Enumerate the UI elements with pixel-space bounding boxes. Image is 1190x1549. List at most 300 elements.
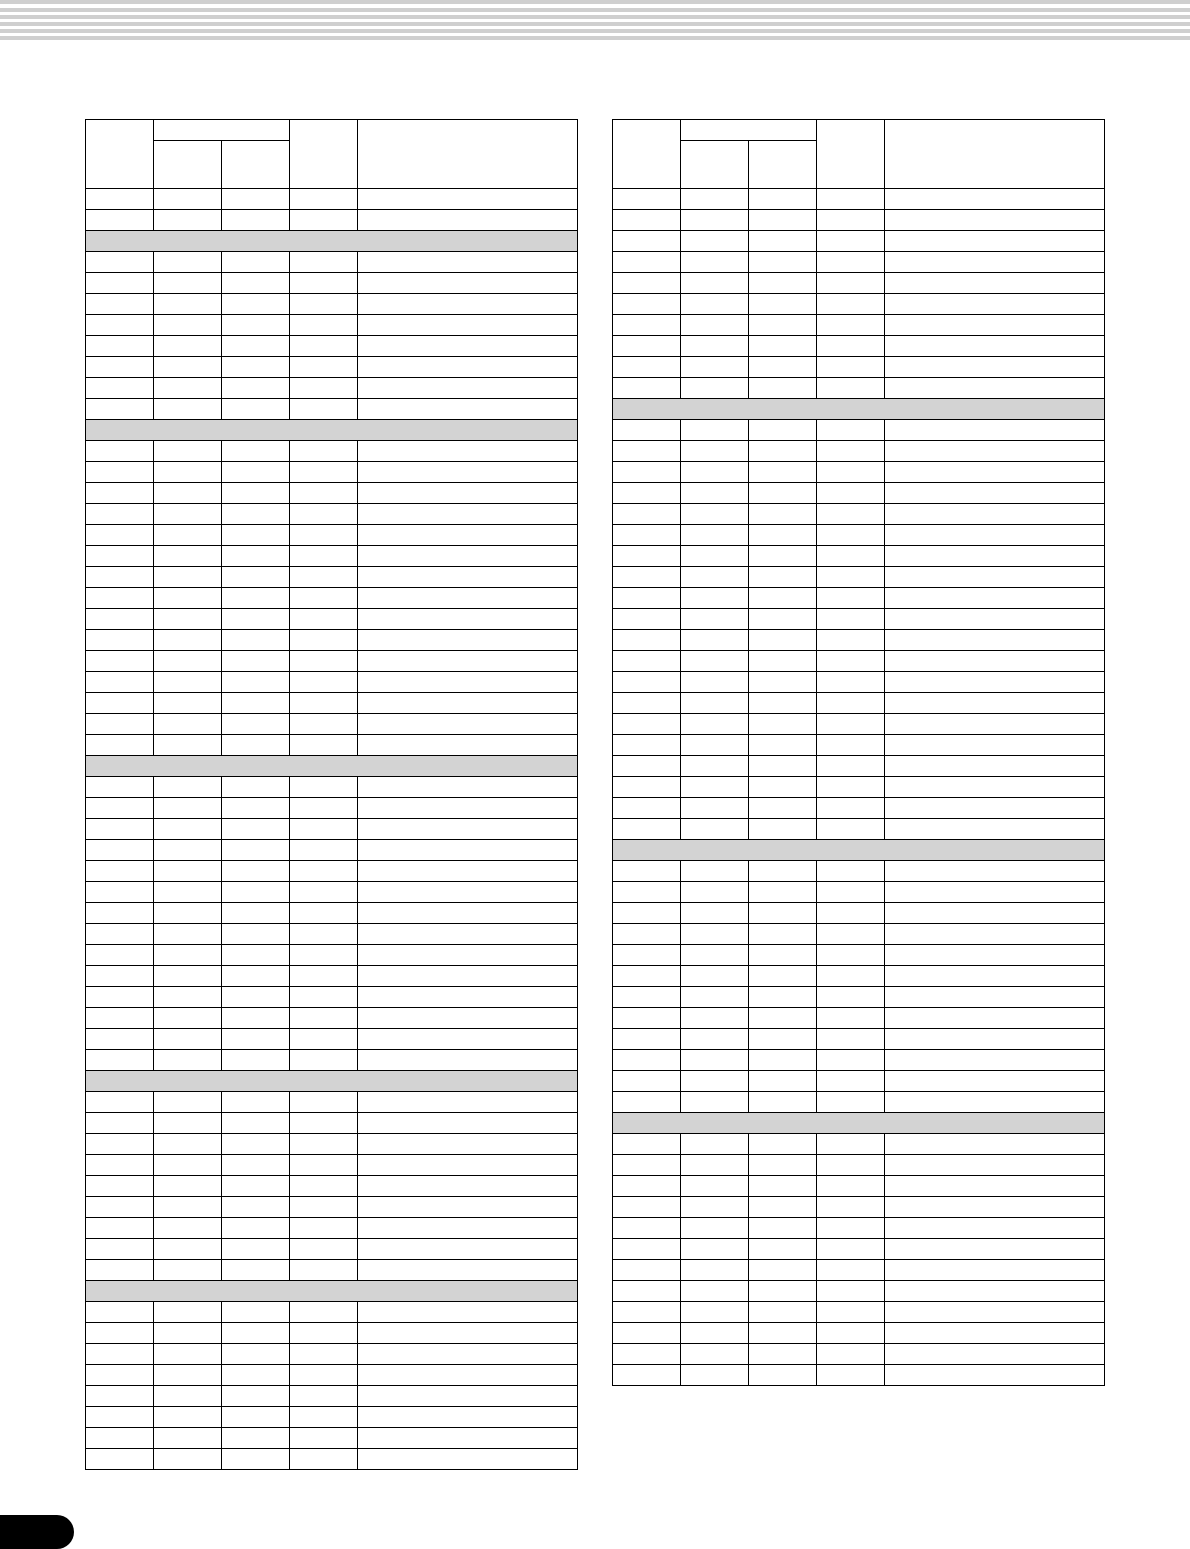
table-cell <box>290 294 358 315</box>
table-cell <box>749 378 817 399</box>
table-cell <box>290 1323 358 1344</box>
table-cell <box>817 882 885 903</box>
table-cell <box>749 609 817 630</box>
table-row <box>613 672 1105 693</box>
table-cell <box>613 1344 681 1365</box>
table-cell <box>817 1323 885 1344</box>
table-cell <box>222 357 290 378</box>
table-cell <box>613 966 681 987</box>
table-cell <box>86 567 154 588</box>
table-cell <box>749 1134 817 1155</box>
table-cell <box>86 1260 154 1281</box>
table-cell <box>222 1050 290 1071</box>
table-cell <box>817 735 885 756</box>
table-cell <box>681 1092 749 1113</box>
table-row <box>86 651 578 672</box>
table-cell <box>749 231 817 252</box>
table-cell <box>222 987 290 1008</box>
table-cell <box>358 1029 578 1050</box>
table-cell <box>290 1134 358 1155</box>
table-row <box>613 420 1105 441</box>
table-header-row <box>86 120 578 141</box>
table-cell <box>885 861 1105 882</box>
table-cell <box>222 567 290 588</box>
table-cell <box>154 441 222 462</box>
table-cell <box>86 294 154 315</box>
table-cell <box>154 840 222 861</box>
table-cell <box>222 504 290 525</box>
table-cell <box>290 798 358 819</box>
column-header <box>154 120 290 141</box>
table-cell <box>817 567 885 588</box>
table-row <box>86 546 578 567</box>
table-cell <box>358 1302 578 1323</box>
table-row <box>613 1344 1105 1365</box>
table-cell <box>290 525 358 546</box>
table-cell <box>817 336 885 357</box>
table-cell <box>885 1218 1105 1239</box>
table-row <box>613 1176 1105 1197</box>
table-row <box>86 1239 578 1260</box>
table-cell <box>154 1239 222 1260</box>
table-cell <box>817 1155 885 1176</box>
table-row <box>86 777 578 798</box>
table-cell <box>222 1302 290 1323</box>
table-cell <box>154 336 222 357</box>
table-cell <box>613 924 681 945</box>
table-row <box>86 294 578 315</box>
table-cell <box>885 1176 1105 1197</box>
table-cell <box>681 945 749 966</box>
column-header <box>885 120 1105 189</box>
table-cell <box>817 903 885 924</box>
table-cell <box>154 462 222 483</box>
table-row <box>613 987 1105 1008</box>
table-row <box>613 735 1105 756</box>
table-cell <box>222 336 290 357</box>
table-cell <box>681 588 749 609</box>
table-cell <box>86 441 154 462</box>
table-cell <box>885 1302 1105 1323</box>
table-cell <box>290 903 358 924</box>
table-cell <box>290 777 358 798</box>
table-cell <box>86 609 154 630</box>
table-row <box>613 231 1105 252</box>
table-cell <box>613 735 681 756</box>
table-cell <box>817 1260 885 1281</box>
table-cell <box>290 378 358 399</box>
table-cell <box>885 1365 1105 1386</box>
group-band <box>613 840 1105 861</box>
table-row <box>86 567 578 588</box>
table-cell <box>290 1365 358 1386</box>
table-cell <box>613 357 681 378</box>
table-row <box>613 378 1105 399</box>
table-cell <box>749 882 817 903</box>
table-cell <box>749 189 817 210</box>
table-cell <box>613 273 681 294</box>
table-cell <box>290 819 358 840</box>
table-cell <box>681 1281 749 1302</box>
table-cell <box>681 609 749 630</box>
table-cell <box>290 693 358 714</box>
table-cell <box>86 1428 154 1449</box>
table-cell <box>86 252 154 273</box>
table-cell <box>86 483 154 504</box>
table-cell <box>749 735 817 756</box>
table-cell <box>86 1323 154 1344</box>
table-row <box>86 504 578 525</box>
table-cell <box>817 483 885 504</box>
table-cell <box>613 819 681 840</box>
table-cell <box>613 1092 681 1113</box>
table-cell <box>885 798 1105 819</box>
table-cell <box>817 987 885 1008</box>
table-row <box>86 903 578 924</box>
table-cell <box>817 231 885 252</box>
table-cell <box>222 966 290 987</box>
column-header <box>86 120 154 189</box>
table-cell <box>613 1155 681 1176</box>
table-cell <box>86 924 154 945</box>
table-cell <box>86 882 154 903</box>
header-stripe <box>0 15 1190 19</box>
table-cell <box>222 672 290 693</box>
table-cell <box>154 1134 222 1155</box>
table-row <box>86 924 578 945</box>
table-row <box>613 441 1105 462</box>
table-row <box>86 357 578 378</box>
table-cell <box>222 252 290 273</box>
table-cell <box>681 714 749 735</box>
table-cell <box>613 1365 681 1386</box>
table-cell <box>154 1218 222 1239</box>
table-cell <box>885 1134 1105 1155</box>
table-cell <box>86 1197 154 1218</box>
table-cell <box>290 252 358 273</box>
table-cell <box>154 945 222 966</box>
table-row <box>613 504 1105 525</box>
table-cell <box>154 273 222 294</box>
table-row <box>613 1281 1105 1302</box>
table-cell <box>86 798 154 819</box>
table-cell <box>86 273 154 294</box>
table-cell <box>290 861 358 882</box>
table-cell <box>154 861 222 882</box>
table-cell <box>222 1218 290 1239</box>
table-cell <box>290 483 358 504</box>
table-cell <box>681 903 749 924</box>
table-row <box>613 966 1105 987</box>
table-cell <box>154 1302 222 1323</box>
table-row <box>613 294 1105 315</box>
table-row <box>86 693 578 714</box>
table-cell <box>885 504 1105 525</box>
table-cell <box>222 399 290 420</box>
table-cell <box>222 546 290 567</box>
table-cell <box>885 1029 1105 1050</box>
table-cell <box>222 189 290 210</box>
table-cell <box>613 252 681 273</box>
table-row <box>86 189 578 210</box>
table-row <box>86 1113 578 1134</box>
table-row <box>86 1155 578 1176</box>
table-cell <box>86 1449 154 1470</box>
table-cell <box>358 1113 578 1134</box>
table-cell <box>817 798 885 819</box>
table-cell <box>154 903 222 924</box>
table-cell <box>86 1176 154 1197</box>
table-row <box>86 252 578 273</box>
table-row <box>86 735 578 756</box>
group-band <box>86 756 578 777</box>
table-row <box>613 189 1105 210</box>
table-cell <box>222 714 290 735</box>
table-cell <box>222 525 290 546</box>
table-cell <box>681 420 749 441</box>
table-cell <box>290 1386 358 1407</box>
table-cell <box>749 483 817 504</box>
table-cell <box>358 189 578 210</box>
table-cell <box>358 567 578 588</box>
table-cell <box>681 462 749 483</box>
table-cell <box>358 861 578 882</box>
table-cell <box>749 966 817 987</box>
table-row <box>613 1071 1105 1092</box>
table-cell <box>749 252 817 273</box>
table-cell <box>681 567 749 588</box>
group-band <box>86 1281 578 1302</box>
table-cell <box>681 693 749 714</box>
sub-column-header <box>222 141 290 189</box>
table-cell <box>290 966 358 987</box>
table-cell <box>749 903 817 924</box>
table-cell <box>749 693 817 714</box>
table-cell <box>749 588 817 609</box>
table-cell <box>885 1281 1105 1302</box>
table-cell <box>681 756 749 777</box>
table-row <box>613 903 1105 924</box>
table-cell <box>154 1260 222 1281</box>
table-cell <box>154 714 222 735</box>
table-row <box>613 1365 1105 1386</box>
table-cell <box>613 483 681 504</box>
group-row <box>86 231 578 252</box>
sub-column-header <box>749 141 817 189</box>
table-cell <box>86 1050 154 1071</box>
table-row <box>613 651 1105 672</box>
table-row <box>613 693 1105 714</box>
table-cell <box>613 1071 681 1092</box>
table-cell <box>86 189 154 210</box>
table-cell <box>681 1050 749 1071</box>
table-cell <box>613 651 681 672</box>
table-row <box>86 1008 578 1029</box>
sub-column-header <box>154 141 222 189</box>
table-cell <box>358 210 578 231</box>
table-row <box>86 672 578 693</box>
table-cell <box>817 420 885 441</box>
table-cell <box>885 819 1105 840</box>
page-number-tab <box>0 1515 74 1549</box>
table-cell <box>613 546 681 567</box>
table-cell <box>86 504 154 525</box>
table-cell <box>749 441 817 462</box>
table-cell <box>681 630 749 651</box>
table-cell <box>885 966 1105 987</box>
group-band <box>86 420 578 441</box>
table-cell <box>290 987 358 1008</box>
table-cell <box>222 882 290 903</box>
table-cell <box>222 1386 290 1407</box>
table-cell <box>358 1407 578 1428</box>
table-cell <box>817 1050 885 1071</box>
table-cell <box>290 567 358 588</box>
table-cell <box>749 420 817 441</box>
table-cell <box>222 1239 290 1260</box>
table-cell <box>290 1092 358 1113</box>
table-cell <box>749 651 817 672</box>
group-band <box>613 399 1105 420</box>
table-cell <box>222 1260 290 1281</box>
table-cell <box>749 273 817 294</box>
table-cell <box>222 378 290 399</box>
table-cell <box>358 609 578 630</box>
table-cell <box>613 504 681 525</box>
table-row <box>613 483 1105 504</box>
table-cell <box>154 504 222 525</box>
table-cell <box>86 903 154 924</box>
table-cell <box>885 756 1105 777</box>
table-cell <box>749 504 817 525</box>
table-cell <box>358 1218 578 1239</box>
table-cell <box>86 1344 154 1365</box>
column-header <box>358 120 578 189</box>
table-cell <box>817 630 885 651</box>
table-cell <box>358 399 578 420</box>
table-cell <box>749 1344 817 1365</box>
table-cell <box>222 1428 290 1449</box>
table-cell <box>817 1218 885 1239</box>
table-cell <box>681 504 749 525</box>
table-cell <box>86 651 154 672</box>
table-cell <box>222 315 290 336</box>
table-cell <box>749 945 817 966</box>
table-cell <box>749 1008 817 1029</box>
table-row <box>86 882 578 903</box>
table-cell <box>817 966 885 987</box>
table-cell <box>86 693 154 714</box>
table-row <box>86 399 578 420</box>
table-row <box>86 1386 578 1407</box>
table-cell <box>86 714 154 735</box>
table-cell <box>749 987 817 1008</box>
table-cell <box>681 1323 749 1344</box>
table-cell <box>86 819 154 840</box>
table-cell <box>154 987 222 1008</box>
table-cell <box>749 819 817 840</box>
table-cell <box>290 882 358 903</box>
table-cell <box>358 924 578 945</box>
table-cell <box>681 819 749 840</box>
table-cell <box>154 315 222 336</box>
table-cell <box>86 210 154 231</box>
table-cell <box>358 1365 578 1386</box>
table-row <box>613 1302 1105 1323</box>
table-cell <box>681 336 749 357</box>
table-cell <box>749 1176 817 1197</box>
table-cell <box>358 1260 578 1281</box>
table-cell <box>358 1197 578 1218</box>
table-cell <box>885 546 1105 567</box>
table-row <box>86 987 578 1008</box>
table-cell <box>154 588 222 609</box>
table-row <box>613 357 1105 378</box>
table-cell <box>86 1029 154 1050</box>
table-cell <box>154 1197 222 1218</box>
table-cell <box>885 945 1105 966</box>
table-cell <box>154 189 222 210</box>
table-cell <box>86 1008 154 1029</box>
table-cell <box>817 315 885 336</box>
table-cell <box>681 273 749 294</box>
table-cell <box>681 651 749 672</box>
table-cell <box>86 1302 154 1323</box>
table-cell <box>358 735 578 756</box>
table-row <box>613 777 1105 798</box>
table-cell <box>290 1218 358 1239</box>
table-cell <box>154 966 222 987</box>
table-cell <box>885 252 1105 273</box>
table-cell <box>154 1092 222 1113</box>
table-cell <box>885 378 1105 399</box>
table-cell <box>885 210 1105 231</box>
table-cell <box>358 504 578 525</box>
table-cell <box>358 798 578 819</box>
table-cell <box>613 336 681 357</box>
table-cell <box>817 1344 885 1365</box>
table-cell <box>86 1407 154 1428</box>
table-cell <box>86 399 154 420</box>
table-cell <box>613 945 681 966</box>
table-cell <box>290 336 358 357</box>
table-row <box>86 588 578 609</box>
table-cell <box>86 966 154 987</box>
table-cell <box>358 588 578 609</box>
sub-column-header <box>681 141 749 189</box>
table-row <box>613 756 1105 777</box>
table-cell <box>749 1029 817 1050</box>
column-header <box>613 120 681 189</box>
table-cell <box>86 1386 154 1407</box>
table-cell <box>358 336 578 357</box>
table-cell <box>749 630 817 651</box>
table-cell <box>817 357 885 378</box>
table-cell <box>817 441 885 462</box>
table-row <box>613 1008 1105 1029</box>
table-row <box>613 336 1105 357</box>
table-cell <box>749 756 817 777</box>
table-cell <box>358 273 578 294</box>
table-cell <box>885 882 1105 903</box>
table-cell <box>358 546 578 567</box>
table-cell <box>885 777 1105 798</box>
table-row <box>613 819 1105 840</box>
table-cell <box>749 1365 817 1386</box>
table-row <box>613 1029 1105 1050</box>
table-cell <box>86 1155 154 1176</box>
table-row <box>86 714 578 735</box>
